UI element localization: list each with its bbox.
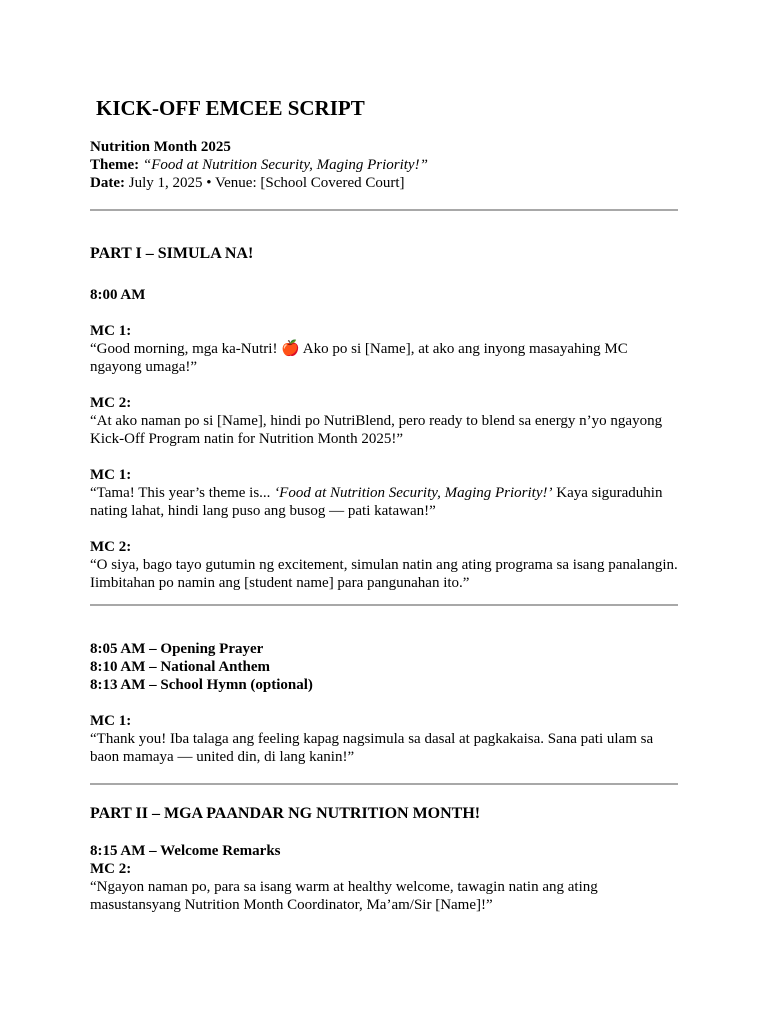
part-2-time: 8:15 AM – Welcome Remarks bbox=[90, 843, 281, 859]
speaker-label: MC 1: bbox=[90, 467, 132, 483]
speech-text-start: “Tama! This year’s theme is... bbox=[90, 485, 275, 501]
speaker-label: MC 2: bbox=[90, 395, 132, 411]
document-title: KICK-OFF EMCEE SCRIPT bbox=[96, 96, 365, 120]
speech-text: “O siya, bago tayo gutumin ng excitement, simulan natin ang ating programa sa isang panalangin. Iimbitahan po namin ang [student name] para pangunahan ito.” bbox=[90, 557, 678, 591]
speaker-label: MC 2: bbox=[90, 539, 132, 555]
schedule-section bbox=[90, 640, 680, 766]
theme-value: “Food at Nutrition Security, Maging Priority!” bbox=[142, 157, 428, 173]
date-label: Date: bbox=[90, 175, 125, 191]
part-1-heading: PART I – SIMULA NA! bbox=[90, 245, 254, 262]
document-meta bbox=[90, 138, 680, 192]
speech-text bbox=[90, 484, 680, 520]
speaker-label: MC 1: bbox=[90, 323, 132, 339]
dialogue-mc2-prayer-intro bbox=[90, 538, 680, 592]
part-2-section bbox=[90, 804, 680, 914]
dialogue-mc1-greeting bbox=[90, 322, 680, 376]
dialogue-mc2-intro bbox=[90, 394, 680, 448]
schedule-item-national-anthem: 8:10 AM – National Anthem bbox=[90, 659, 270, 675]
date-value: July 1, 2025 • Venue: [School Covered Court] bbox=[124, 175, 405, 191]
dialogue-mc1-theme bbox=[90, 466, 680, 520]
dialogue-mc2-welcome bbox=[90, 860, 680, 914]
divider bbox=[90, 604, 678, 606]
speaker-label: MC 1: bbox=[90, 713, 132, 729]
part-2-heading: PART II – MGA PAANDAR NG NUTRITION MONTH! bbox=[90, 805, 481, 822]
schedule-item-school-hymn: 8:13 AM – School Hymn (optional) bbox=[90, 677, 313, 693]
speech-text: “Ngayon naman po, para sa isang warm at healthy welcome, tawagin natin ang ating masustansyang Nutrition Month Coordinator, Ma’am/Sir [Name]!” bbox=[90, 879, 598, 913]
speaker-label: MC 2: bbox=[90, 861, 132, 877]
divider bbox=[90, 783, 678, 785]
theme-label: Theme: bbox=[90, 157, 140, 173]
part-1-section bbox=[90, 244, 680, 592]
theme-line bbox=[90, 156, 680, 174]
date-line bbox=[90, 174, 680, 192]
speech-theme-quote: ‘Food at Nutrition Security, Maging Priority!’ bbox=[274, 485, 553, 501]
part-1-time: 8:00 AM bbox=[90, 287, 146, 303]
dialogue-mc1-thanks bbox=[90, 712, 680, 766]
speech-text: “Thank you! Iba talaga ang feeling kapag nagsimula sa dasal at pagkakaisa. Sana pati ulam sa baon mamaya — united din, di lang kanin!” bbox=[90, 731, 654, 765]
speech-text: “Good morning, mga ka-Nutri! 🍎 Ako po si [Name], at ako ang inyong masayahing MC ngayong umaga!” bbox=[90, 341, 628, 375]
speech-text: “At ako naman po si [Name], hindi po NutriBlend, pero ready to blend sa energy n’yo ngayong Kick-Off Program natin for Nutrition Month 2025!” bbox=[90, 413, 663, 447]
schedule-item-opening-prayer: 8:05 AM – Opening Prayer bbox=[90, 641, 264, 657]
event-subtitle: Nutrition Month 2025 bbox=[90, 139, 231, 155]
divider bbox=[90, 209, 678, 211]
speech-text-end: Kaya siguraduhin nating lahat, hindi lang puso ang busog — pati katawan!” bbox=[90, 485, 663, 519]
